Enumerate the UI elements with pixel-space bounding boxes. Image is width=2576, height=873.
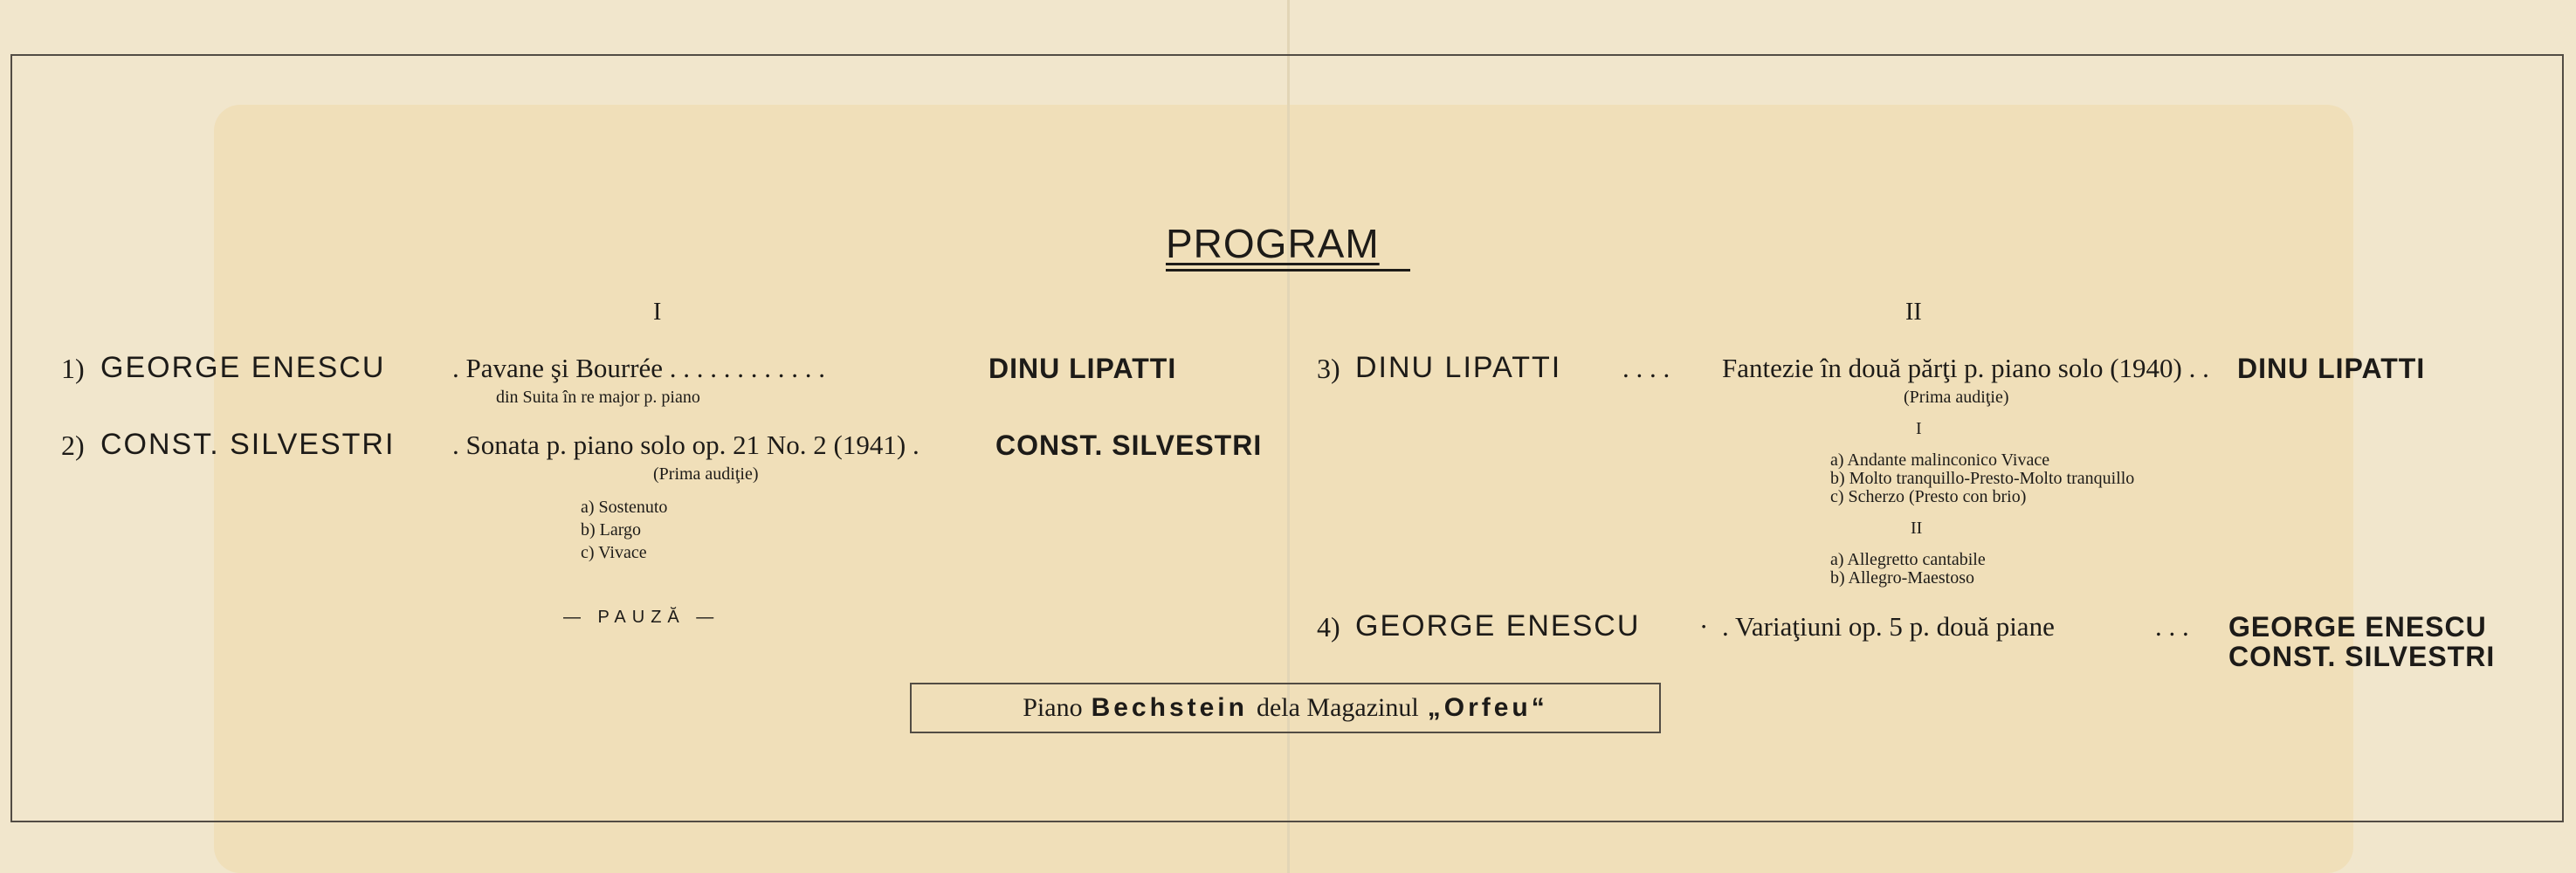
composer-name: GEORGE ENESCU (100, 351, 386, 384)
item-number: 4) (1317, 611, 1340, 643)
movement-b: b) Largo (581, 520, 642, 540)
leader-dot: · (1699, 611, 1709, 642)
performer-name-2: CONST. SILVESTRI (2228, 641, 2496, 672)
performer-name: DINU LIPATTI (988, 353, 1177, 384)
movement-c: c) Vivace (581, 543, 647, 562)
heading-double-rule (1166, 269, 1410, 272)
composer-name: GEORGE ENESCU (1355, 609, 1641, 643)
movement-a: a) Sostenuto (581, 498, 668, 517)
piano-credit-box (910, 683, 1661, 733)
program-heading: PROGRAM (1166, 221, 1380, 266)
leader-dots: . . . (2155, 611, 2189, 642)
work-title: . Pavane şi Bourrée . . . . . . . . . . . . (452, 353, 826, 383)
part-one-numeral: I (653, 299, 662, 326)
work-note: (Prima audiţie) (1904, 388, 2009, 407)
item-number: 1) (61, 353, 85, 384)
work-title: . Sonata p. piano solo op. 21 No. 2 (1941) . (452, 430, 920, 460)
movement-c: c) Scherzo (Presto con brio) (1830, 487, 2027, 506)
credit-prefix: Piano (1023, 693, 1083, 722)
movement-a: a) Andante malinconico Vivace (1830, 450, 2050, 470)
section-numeral-2: II (1911, 519, 1923, 538)
movement-b: b) Allegro-Maestoso (1830, 568, 1974, 588)
composer-name: CONST. SILVESTRI (100, 428, 396, 461)
work-note: din Suita în re major p. piano (496, 388, 700, 407)
item-number: 3) (1317, 353, 1340, 384)
work-title: Fantezie în două părţi p. piano solo (1940) . . (1722, 353, 2209, 383)
performer-name: GEORGE ENESCU (2228, 611, 2487, 643)
performer-name: CONST. SILVESTRI (995, 430, 1263, 461)
section-numeral-1: I (1916, 419, 1922, 438)
part-two-numeral: II (1905, 299, 1922, 326)
movement-a: a) Allegretto cantabile (1830, 550, 1986, 569)
leader-dots: . . . . (1622, 353, 1670, 383)
piano-brand: Bechstein (1091, 693, 1248, 722)
work-note: (Prima audiţie) (653, 464, 759, 484)
credit-middle: dela Magazinul (1256, 693, 1419, 722)
movement-b: b) Molto tranquillo-Presto-Molto tranquillo (1830, 469, 2135, 488)
intermission-label: — PAUZĂ — (563, 608, 720, 627)
performer-name: DINU LIPATTI (2237, 353, 2426, 384)
composer-name: DINU LIPATTI (1355, 351, 1562, 384)
work-title: . Variaţiuni op. 5 p. două piane (1722, 611, 2055, 642)
store-name: „Orfeu“ (1427, 693, 1548, 722)
item-number: 2) (61, 430, 85, 461)
